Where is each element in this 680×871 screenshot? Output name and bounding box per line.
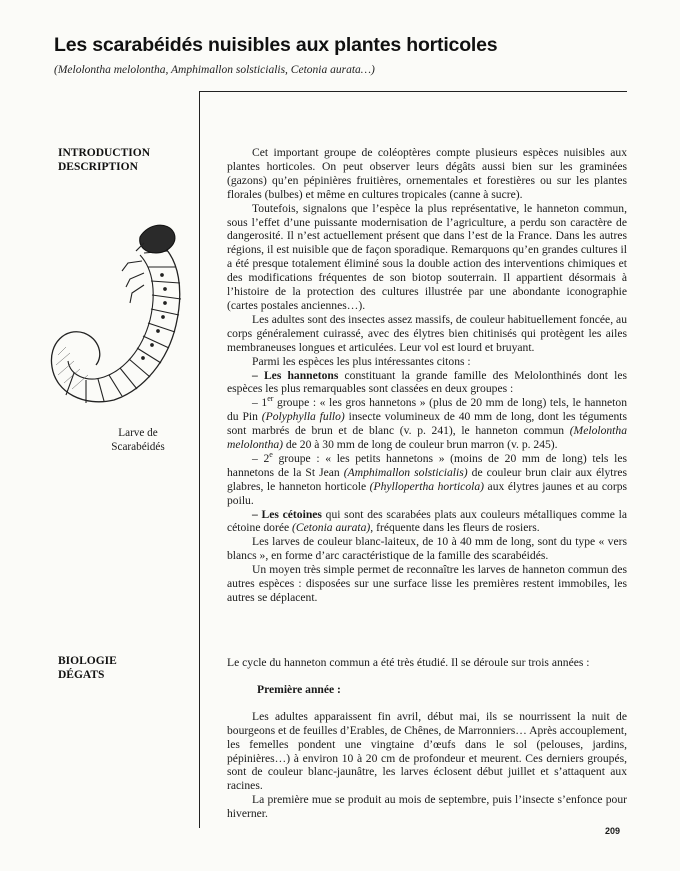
bold-term: Les hannetons xyxy=(263,368,339,382)
heading-line: INTRODUCTION xyxy=(58,147,151,159)
heading-line: BIOLOGIE xyxy=(58,655,117,667)
paragraph: Parmi les espèces les plus intéressantes citons : xyxy=(252,354,471,368)
section-heading-biologie xyxy=(58,654,117,682)
heading-line: DESCRIPTION xyxy=(58,161,138,173)
paragraph: – 1er groupe : « les gros hannetons » (plus de 20 mm de long) tels, le hanneton du Pin (Polyphylla fullo) insecte volumineux de 40 mm de long, dont les téguments sont marbrés de brun et de blanc (v. p. 241), le hanneton commun (Melolontha melolontha) de 20 à 30 mm de long de couleur brun marron (v. p. 245). xyxy=(227,394,628,452)
caption-line: Scarabéidés xyxy=(111,440,165,453)
heading-line: DÉGATS xyxy=(58,669,105,681)
page-title: Les scarabéidés nuisibles aux plantes horticoles xyxy=(54,34,498,56)
page-subtitle: (Melolontha melolontha, Amphimallon solsticialis, Cetonia aurata…) xyxy=(54,64,375,76)
paragraph: Le cycle du hanneton commun a été très étudié. Il se déroule sur trois années : xyxy=(227,656,590,669)
paragraph: Les adultes apparaissent fin avril, début mai, ils se nourrissent la nuit de bourgeons et de feuilles d’Erables, de Chênes, de Marronniers… Après accouplement, les femelles pondent une vingtaine d’œufs dans le sol (pelouses, jardins, pépinières…) à environ 10 à 20 cm de profondeur et meurent. Ces derniers groupés, sont de couleur blanc-jaunâtre, les larves éclosent début juillet et s’attaquent aux racines. xyxy=(227,709,627,793)
biology-text xyxy=(227,656,627,821)
paragraph: La première mue se produit au mois de septembre, puis l’insecte s’enfonce pour hiverner. xyxy=(227,793,627,821)
paragraph: Les adultes sont des insectes assez massifs, de couleur habituellement foncée, au corps généralement cuirassé, avec des élytres bien chitinisés qui protègent les ailes membraneuses longues et articulées. Leur vol est lourd et bruyant. xyxy=(227,312,627,354)
paragraph: Les larves de couleur blanc-laiteux, de 10 à 40 mm de long, sont du type « vers blancs », en forme d’arc caractéristique de la famille des scarabéidés. xyxy=(227,535,627,563)
paragraph: – Les cétoines qui sont des scarabées plats aux couleurs métalliques comme la cétoine dorée (Cetonia aurata), fréquente dans les fleurs de rosiers. xyxy=(227,507,627,535)
paragraph: Toutefois, signalons que l’espèce la plus représentative, le hanneton commun, sous l’effet d’une puissante modernisation de l’agriculture, a perdu son caractère de dangerosité. Il n’est actuellement présent que dans l’est de la France. Dans les autres régions, il est nuisible que de façon sporadique. Remarquons qu’en grandes cultures il a été presque totalement éliminé sous la double action des interventions chimiques et des modifications fréquentes de son biotop souterrain. Il appartient désormais à l’histoire de la protection des cultures illustrée par une abondante iconographie (cartes postales anciennes…). xyxy=(227,201,627,312)
caption-line: Larve de xyxy=(118,427,158,439)
section-heading-introduction xyxy=(58,146,150,174)
illustration-caption xyxy=(88,427,188,454)
paragraph: – Les hannetons constituant la grande famille des Melolonthinés dont les espèces les plus remarquables sont classées en deux groupes : xyxy=(227,368,627,396)
paragraph: – 2e groupe : « les petits hannetons » (moins de 20 mm de long) tels les hannetons de la St Jean (Amphimallon solsticialis) de couleur brun clair aux élytres glabres, le hanneton horticole (Phyllopertha horticola) aux élytres jaunes et au corps poilu. xyxy=(227,450,628,507)
year-heading: Première année : xyxy=(257,682,341,696)
paragraph: Cet important groupe de coléoptères compte plusieurs espèces nuisibles aux plantes horticoles. On peut observer leurs dégâts aussi bien sur les graminées (gazons) qu’en pépinières fruitières, ornementales et forestières ou sur les plantes florales (bulbes) et même en cultures tropicales (canne à sucre). xyxy=(227,146,627,201)
paragraph: Un moyen très simple permet de reconnaître les larves de hanneton commun des autres espèces : disposées sur une surface lisse les premières restent immobiles, les autres se déplacent. xyxy=(227,563,627,604)
page-number: 209 xyxy=(605,826,621,836)
introduction-text xyxy=(227,146,627,605)
frame-left-rule xyxy=(199,91,200,828)
larva-illustration xyxy=(44,215,194,415)
bold-term: Les cétoines xyxy=(261,507,322,521)
frame-top-rule xyxy=(199,91,627,92)
